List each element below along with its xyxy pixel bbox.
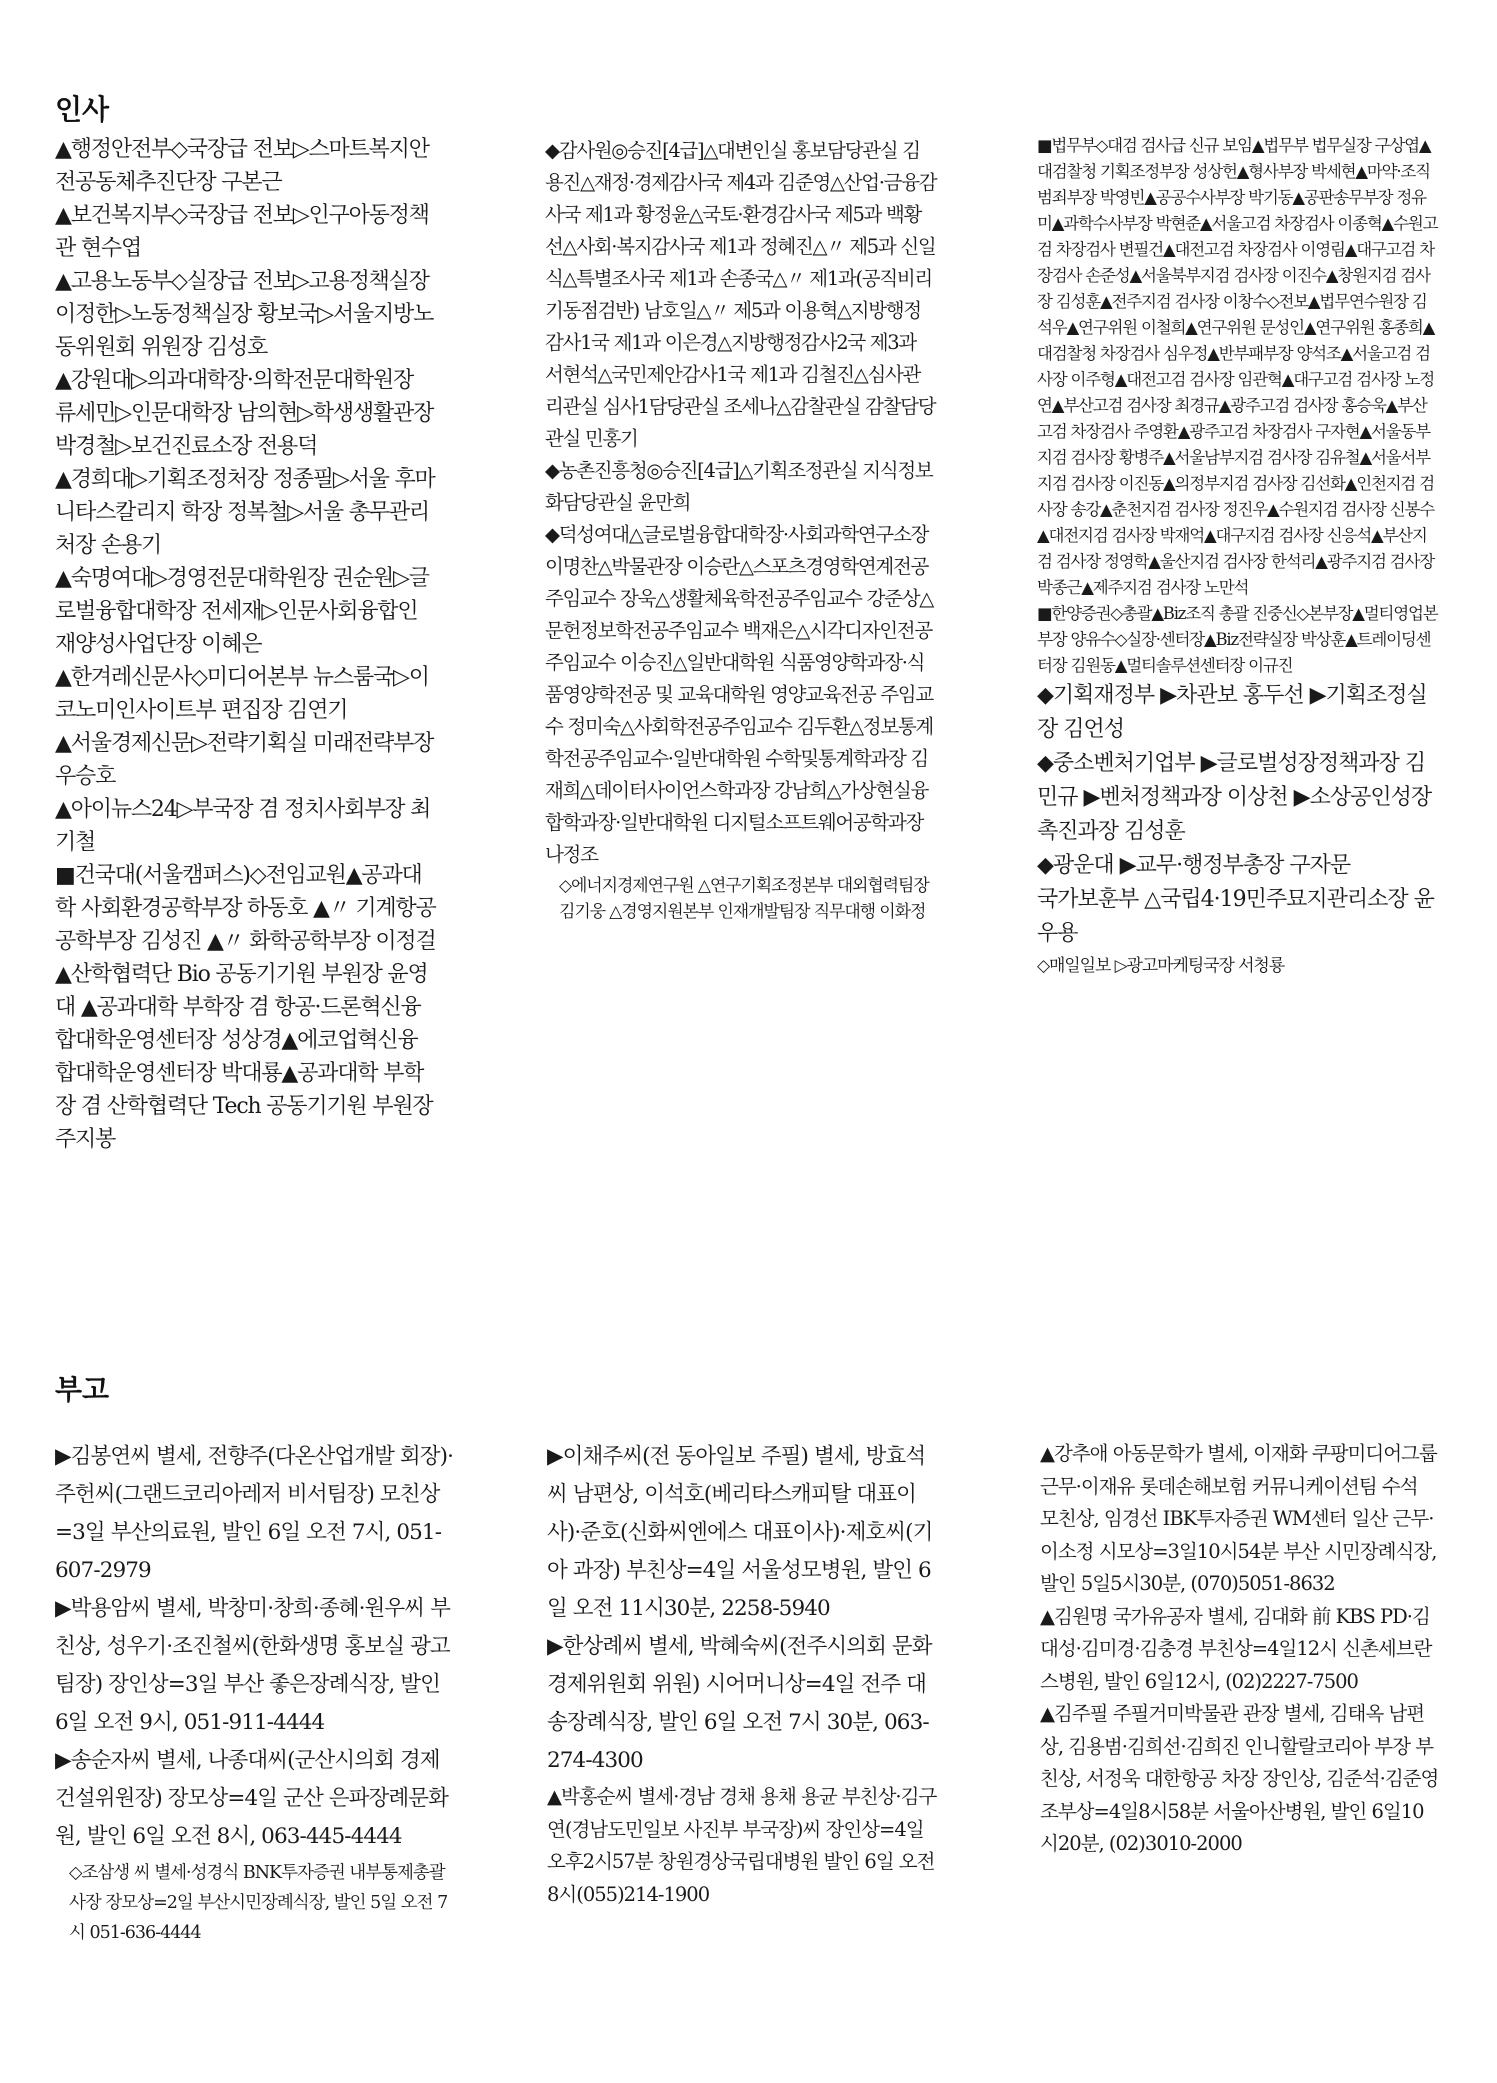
insa-column-1: [55, 133, 437, 1156]
insa-entry: ■법무부◇대검 검사급 신규 보임▲법무부 법무실장 구상엽▲대검찰청 기획조정부장 성상헌▲형사부장 박세현▲마약·조직범죄부장 박영빈▲공공수사부장 박기동▲공판송무부장 정유미▲과학수사부장 박현준▲서울고검 차장검사 이종혁▲수원고검 차장검사 변필건▲대전고검 차장검사 이영림▲대구고검 차장검사 손준성▲서울북부지검 검사장 이진수▲창원지검 검사장 김성훈▲전주지검 검사장 이창수◇전보▲법무연수원장 김석우▲연구위원 이철희▲연구위원 문성인▲연구위원 홍종희▲대검찰청 차장검사 심우정▲반부패부장 양석조▲서울고검 검사장 이주형▲대전고검 검사장 임관혁▲대구고검 검사장 노정연▲부산고검 검사장 최경규▲광주고검 검사장 홍승욱▲부산고검 차장검사 주영환▲광주고검 차장검사 구자현▲서울동부지검 검사장 황병주▲서울남부지검 검사장 김유철▲서울서부지검 검사장 이진동▲의정부지검 검사장 김선화▲인천지검 검사장 송강▲춘천지검 검사장 정진우▲수원지검 검사장 신봉수▲대전지검 검사장 박재억▲대구지검 검사장 신응석▲부산지검 검사장 정영학▲울산지검 검사장 한석리▲광주지검 검사장 박종근▲제주지검 검사장 노만석: [1037, 136, 1438, 597]
bugo-column-3: [1040, 1438, 1440, 1861]
insa-entry: ◆덕성여대△글로벌융합대학장·사회과학연구소장 이명찬△박물관장 이승란△스포츠경영학연계전공주임교수 장욱△생활체육학전공주임교수 강준상△문헌정보학전공주임교수 백재은△시각디자인전공주임교수 이승진△일반대학원 식품영양학과장·식품영양학전공 및 교육대학원 영양교육전공 주임교수 정미숙△사회학전공주임교수 김두환△정보통계학전공주임교수·일반대학원 수학및통계학과장 김재희△데이터사이언스학과장 강남희△가상현실융합학과장·일반대학원 디지털소프트웨어공학과장 나정조: [545, 523, 933, 866]
insa-entry: ◆기획재정부 ▶차관보 홍두선 ▶기획조정실장 김언성: [1037, 683, 1427, 742]
obituary-entry: ▲박홍순씨 별세·경남 경채 용채 용균 부친상·김구연(경남도민일보 사진부 부국장)씨 장인상=4일 오후2시57분 창원경상국립대병원 발인 6일 오전8시(055)214-1900: [547, 1785, 937, 1906]
insa-entry: ▲아이뉴스24▷부국장 겸 정치사회부장 최기철: [55, 797, 431, 855]
insa-entry: ▲한겨레신문사◇미디어본부 뉴스룸국▷이코노미인사이트부 편집장 김연기: [55, 665, 429, 723]
insa-entry: ■한양증권◇총괄▲Biz조직 총괄 진중신◇본부장▲멀티영업본부장 양유수◇실장·센터장▲Biz전략실장 박상훈▲트레이딩센터장 김원동▲멀티솔루션센터장 이규진: [1037, 604, 1438, 675]
insa-entry: ◇매일일보 ▷광고마케팅국장 서청룡: [1037, 956, 1285, 976]
section-title-insa: 인사: [55, 93, 110, 126]
insa-entry: ▲고용노동부◇실장급 전보▷고용정책실장 이정한▷노동정책실장 황보국▷서울지방노동위원회 위원장 김성호: [55, 269, 434, 360]
obituary-entry: ◇조삼생 씨 별세·성경식 BNK투자증권 내부통제총괄사장 장모상=2일 부산시민장례식장, 발인 5일 오전 7시 051-636-4444: [69, 1863, 448, 1943]
insa-column-2: [545, 135, 937, 925]
bugo-column-2: [547, 1438, 942, 1911]
obituary-entry: ▶이채주씨(전 동아일보 주필) 별세, 방효석씨 남편상, 이석호(베리타스캐피탈 대표이사)·준호(신화씨엔에스 대표이사)·제호씨(기아 과장) 부친상=4일 서울성모병원, 발인 6일 오전 11시30분, 2258-5940: [547, 1444, 933, 1621]
insa-entry: ▲강원대▷의과대학장·의학전문대학원장 류세민▷인문대학장 남의현▷학생생활관장 박경철▷보건진료소장 전용덕: [55, 368, 434, 459]
insa-entry: ▲숙명여대▷경영전문대학원장 권순원▷글로벌융합대학장 전세재▷인문사회융합인재양성사업단장 이혜은: [55, 566, 429, 657]
insa-entry: ▲행정안전부◇국장급 전보▷스마트복지안전공동체추진단장 구본근: [55, 137, 429, 195]
insa-entry: ▲경희대▷기획조정처장 정종필▷서울 후마니타스칼리지 학장 정복철▷서울 총무관리처장 손용기: [55, 467, 435, 558]
insa-entry: ◆광운대 ▶교무·행정부총장 구자문: [1037, 853, 1351, 878]
insa-entry: ◆농촌진흥청◎승진[4급]△기획조정관실 지식정보화담당관실 윤만희: [545, 459, 933, 514]
obituary-entry: ▲김원명 국가유공자 별세, 김대화 前 KBS PD·김대성·김미경·김충경 부친상=4일12시 신촌세브란스병원, 발인 6일12시, (02)2227-7500: [1040, 1604, 1432, 1693]
obituary-entry: ▶김봉연씨 별세, 전향주(다온산업개발 회장)·주헌씨(그랜드코리아레저 비서팀장) 모친상=3일 부산의료원, 발인 6일 오전 7시, 051-607-2979: [55, 1444, 454, 1583]
insa-entry: 국가보훈부 △국립4·19민주묘지관리소장 윤우용: [1037, 887, 1434, 946]
obituary-entry: ▶박용암씨 별세, 박창미·창희·종혜·원우씨 부친상, 성우기·조진철씨(한화생명 홍보실 광고팀장) 장인상=3일 부산 좋은장례식장, 발인 6일 오전 9시, 051-911-4444: [55, 1596, 450, 1735]
insa-entry: ◆감사원◎승진[4급]△대변인실 홍보담당관실 김용진△재정·경제감사국 제4과 김준영△산업·금융감사국 제1과 황정윤△국토·환경감사국 제5과 백황선△사회·복지감사국 제1과 정혜진△〃 제5과 신일식△특별조사국 제1과 손종국△〃 제1과(공직비리기동점검반) 남호일△〃 제5과 이용혁△지방행정감사1국 제1과 이은경△지방행정감사2국 제3과 서현석△국민제안감사1국 제1과 김철진△심사관리관실 심사1담당관실 조세나△감찰관실 감찰담당관실 민홍기: [545, 139, 937, 450]
obituary-entry: ▲김주필 주필거미박물관 관장 별세, 김태옥 남편상, 김용범·김희선·김희진 인니할랄코리아 부장 부친상, 서정욱 대한항공 차장 장인상, 김준석·김준영 조부상=4일8시58분 서울아산병원, 발인 6일10시20분, (02)3010-2000: [1040, 1702, 1439, 1855]
insa-entry: ◇에너지경제연구원 △연구기획조정본부 대외협력팀장 김기웅 △경영지원본부 인재개발팀장 직무대행 이화정: [559, 876, 929, 922]
insa-column-3: [1037, 133, 1439, 979]
insa-entry: ▲서울경제신문▷전략기획실 미래전략부장 우승호: [55, 731, 434, 789]
insa-entry: ■건국대(서울캠퍼스)◇전임교원▲공과대학 사회환경공학부장 하동호 ▲〃 기계항공공학부장 김성진 ▲〃 화학공학부장 이정걸 ▲산학협력단 Bio 공동기기원 부원장 윤영대 ▲공과대학 부학장 겸 항공·드론혁신융합대학운영센터장 성상경▲에코업혁신융합대학운영센터장 박대룡▲공과대학 부학장 겸 산학협력단 Tech 공동기기원 부원장 주지봉: [55, 863, 436, 1152]
insa-entry: ▲보건복지부◇국장급 전보▷인구아동정책관 현수엽: [55, 203, 429, 261]
insa-entry: ◆중소벤처기업부 ▶글로벌성장정책과장 김민규 ▶벤처정책과장 이상천 ▶소상공인성장촉진과장 김성훈: [1037, 751, 1432, 844]
bugo-column-1: [55, 1438, 455, 1948]
obituary-entry: ▶한상례씨 별세, 박혜숙씨(전주시의회 문화경제위원회 위원) 시어머니상=4일 전주 대송장례식장, 발인 6일 오전 7시 30분, 063-274-4300: [547, 1634, 932, 1773]
obituary-entry: ▶송순자씨 별세, 나종대씨(군산시의회 경제건설위원장) 장모상=4일 군산 은파장례문화원, 발인 6일 오전 8시, 063-445-4444: [55, 1748, 448, 1849]
obituary-entry: ▲강추애 아동문학가 별세, 이재화 쿠팡미디어그룹 근무·이재유 롯데손해보험 커뮤니케이션팀 수석 모친상, 임경선 IBK투자증권 WM센터 일산 근무·이소정 시모상=3일10시54분 부산 시민장례식장, 발인 5일5시30분, (070)5051-8632: [1040, 1442, 1437, 1595]
section-title-bugo: 부고: [55, 1373, 110, 1406]
